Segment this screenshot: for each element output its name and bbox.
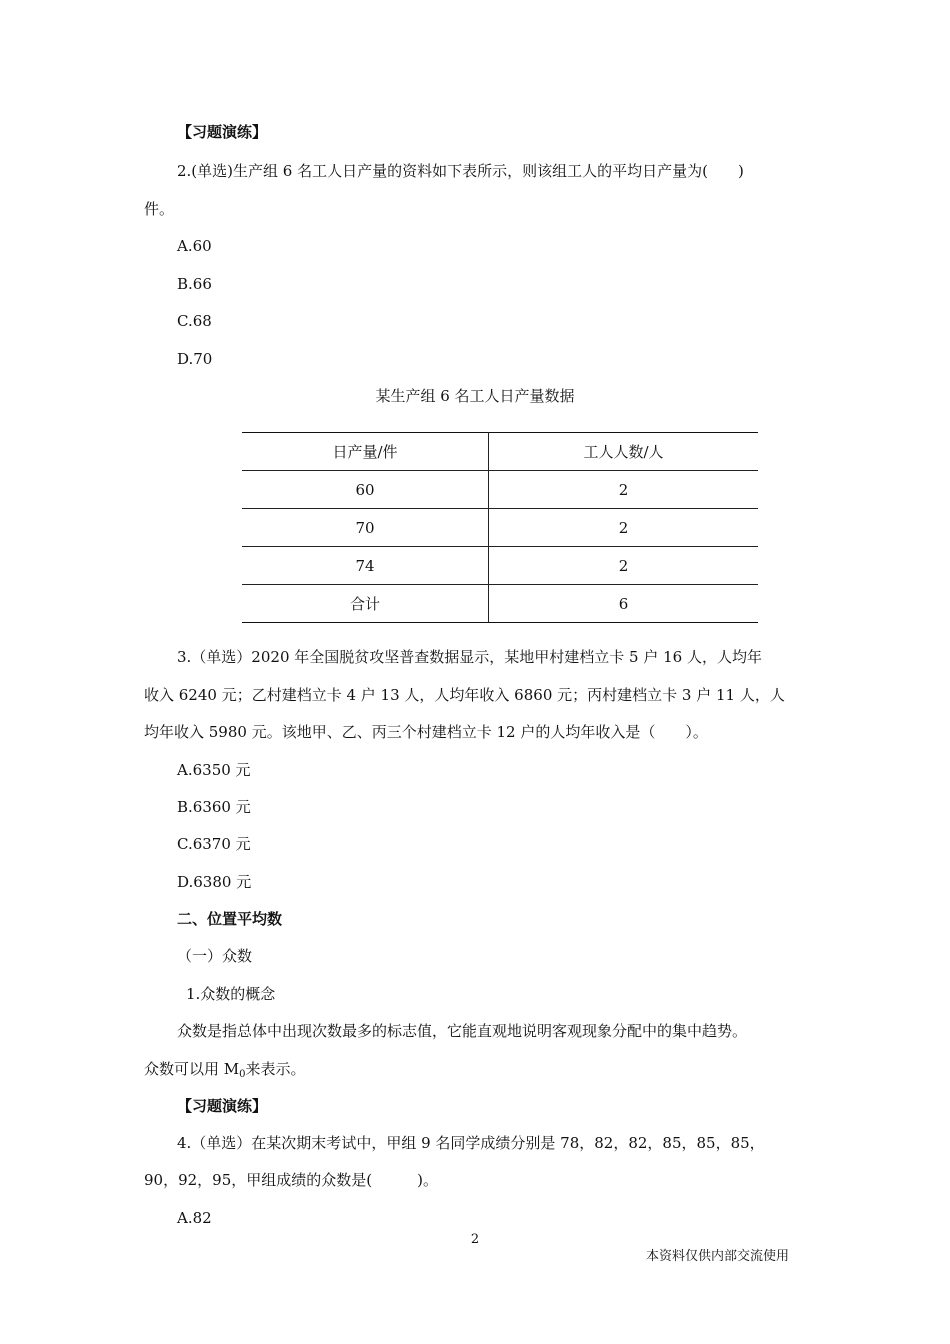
table-cell: 70: [242, 509, 489, 547]
sub-heading: （一）众数: [177, 947, 253, 965]
paragraph-line-1: 众数是指总体中出现次数最多的标志值，它能直观地说明客观现象分配中的集中趋势。: [177, 1022, 748, 1040]
production-table: [242, 432, 758, 623]
option-b: B.6360 元: [177, 798, 251, 816]
table-cell: 合计: [242, 585, 489, 623]
option-c: C.6370 元: [177, 835, 251, 853]
table-row: [242, 509, 758, 547]
table-cell: 2: [489, 547, 759, 585]
question-2-line-2: 件。: [144, 200, 175, 218]
paragraph-text: 众数可以用 M: [144, 1060, 240, 1078]
option-a: A.60: [177, 237, 212, 255]
option-a: A.6350 元: [177, 761, 251, 779]
table-caption: 某生产组 6 名工人日产量数据: [375, 387, 575, 405]
header-worker-count: 工人人数/人: [489, 433, 759, 471]
table-cell: 6: [489, 585, 759, 623]
table-row-total: [242, 585, 758, 623]
page-number: 2: [470, 1232, 480, 1247]
paragraph-text: 来表示。: [245, 1060, 306, 1078]
question-3-line-2: 收入 6240 元；乙村建档立卡 4 户 13 人，人均年收入 6860 元；丙村建档立卡 3 户 11 人，人: [144, 686, 785, 704]
table-row: [242, 471, 758, 509]
table-cell: 60: [242, 471, 489, 509]
footer-note: 本资料仅供内部交流使用: [646, 1249, 790, 1264]
option-c: C.68: [177, 312, 212, 330]
table-row: [242, 547, 758, 585]
question-4-line-2: 90，92，95，甲组成绩的众数是( )。: [144, 1171, 438, 1189]
subscript: 0: [239, 1069, 246, 1080]
paragraph-line-2: [144, 1059, 306, 1085]
question-2-line-1: 2.(单选)生产组 6 名工人日产量的资料如下表所示，则该组工人的平均日产量为( ): [177, 162, 744, 180]
question-3-line-1: 3.（单选）2020 年全国脱贫攻坚普查数据显示，某地甲村建档立卡 5 户 16 人，人均年: [177, 648, 762, 666]
option-b: B.66: [177, 275, 212, 293]
table-cell: 74: [242, 547, 489, 585]
header-daily-output: 日产量/件: [242, 433, 489, 471]
practice-heading: 【习题演练】: [177, 1097, 268, 1115]
question-4-line-1: 4.（单选）在某次期末考试中，甲组 9 名同学成绩分别是 78，82，82，85，85，85，: [177, 1134, 765, 1152]
section-heading: 二、位置平均数: [177, 910, 283, 928]
practice-heading: 【习题演练】: [177, 123, 268, 141]
option-d: D.6380 元: [177, 873, 252, 891]
table-cell: 2: [489, 471, 759, 509]
item-heading: 1.众数的概念: [186, 985, 276, 1003]
question-3-line-3: 均年收入 5980 元。该地甲、乙、丙三个村建档立卡 12 户的人均年收入是（ ）。: [144, 723, 708, 741]
table-header-row: [242, 433, 758, 471]
option-a: A.82: [177, 1209, 212, 1227]
option-d: D.70: [177, 350, 213, 368]
table-cell: 2: [489, 509, 759, 547]
